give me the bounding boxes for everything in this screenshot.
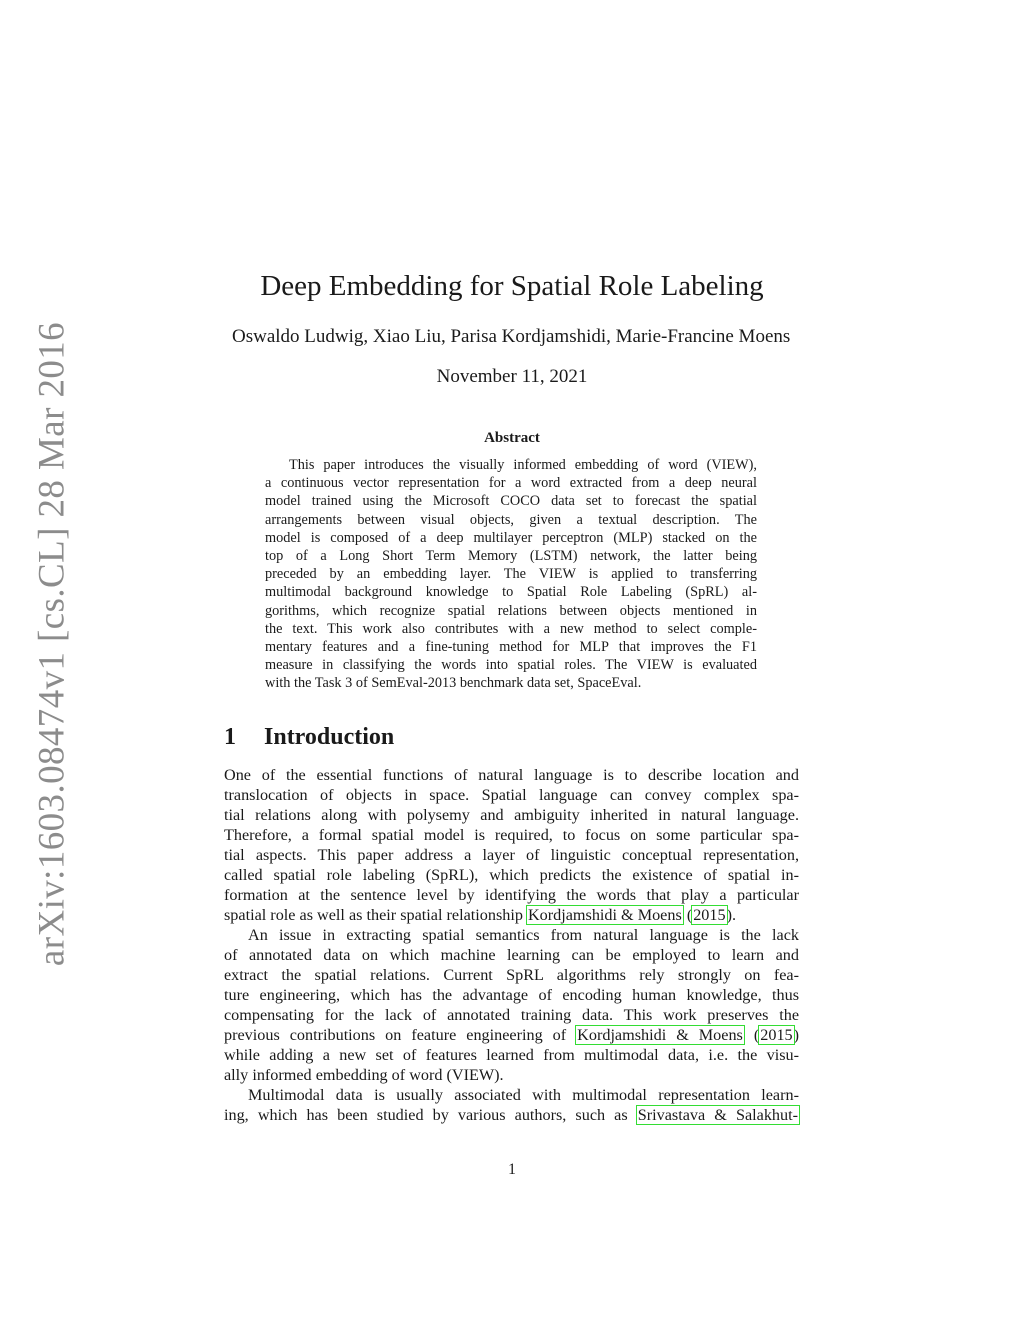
text-span: spatial role as well as their spatial relationship — [224, 906, 527, 924]
page-number: 1 — [508, 1161, 516, 1178]
paragraph-line: while adding a new set of features learned from multimodal data, i.e. the visu- — [224, 1046, 799, 1064]
paragraph-line — [224, 1025, 799, 1045]
paper-date: November 11, 2021 — [436, 366, 588, 387]
citation-link[interactable]: Kordjamshidi & Moens — [527, 906, 682, 924]
text-span: ) — [793, 1026, 800, 1044]
paragraph-line: An issue in extracting spatial semantics from natural language is the lack — [248, 926, 799, 944]
paragraph-line: formation at the sentence level by identifying the words that play a particular — [224, 886, 799, 904]
section-number: 1 — [224, 724, 236, 750]
paragraph-line: One of the essential functions of natural language is to describe location and — [224, 766, 799, 784]
abstract-line: with the Task 3 of SemEval-2013 benchmark data set, SpaceEval. — [265, 675, 642, 692]
citation-link[interactable]: Kordjamshidi & Moens — [577, 1026, 743, 1044]
paragraph-line: Therefore, a formal spatial model is required, to focus on some particular spa- — [224, 826, 799, 844]
section-heading — [224, 722, 394, 752]
introduction-body — [224, 765, 799, 1125]
paragraph-line: tial aspects. This paper address a layer of linguistic conceptual representation, — [224, 846, 799, 864]
abstract-body — [265, 456, 757, 692]
text-span: ing, which has been studied by various authors, such as — [224, 1106, 637, 1124]
abstract-line: model trained using the Microsoft COCO data set to forecast the spatial — [265, 493, 757, 510]
paragraph-line: of annotated data on which machine learning can be employed to learn and — [224, 946, 799, 964]
arxiv-identifier: arXiv:1603.08474v1 [cs.CL] 28 Mar 2016 — [31, 321, 73, 967]
text-span: ( — [682, 906, 693, 924]
citation-year-link[interactable]: 2015 — [760, 1026, 793, 1044]
text-span: ). — [726, 906, 737, 924]
abstract-line: model is composed of a deep multilayer perceptron (MLP) stacked on the — [265, 529, 757, 546]
paragraph-line: extract the spatial relations. Current SpRL algorithms rely strongly on fea- — [224, 966, 799, 984]
paragraph-line: ture engineering, which has the advantage of encoding human knowledge, thus — [224, 986, 799, 1004]
abstract-line: This paper introduces the visually informed embedding of word (VIEW), — [289, 457, 757, 473]
author-list: Oswaldo Ludwig, Xiao Liu, Parisa Kordjamshidi, Marie-Francine Moens — [232, 326, 791, 347]
paragraph-line — [224, 1105, 799, 1125]
citation-year-link[interactable]: 2015 — [693, 906, 726, 924]
paragraph-line: translocation of objects in space. Spatial language can convey complex spa- — [224, 786, 799, 804]
abstract-line: gorithms, which recognize spatial relations between objects mentioned in — [265, 602, 757, 619]
abstract-line: measure in classifying the words into spatial roles. The VIEW is evaluated — [265, 657, 757, 674]
abstract-line: arrangements between visual objects, given a textual description. The — [265, 511, 757, 528]
abstract-line: the text. This work also contributes with a new method to select comple- — [265, 620, 757, 637]
paragraph-line: called spatial role labeling (SpRL), which predicts the existence of spatial in- — [224, 866, 799, 884]
paper-title: Deep Embedding for Spatial Role Labeling — [260, 270, 764, 302]
paragraph-line: Multimodal data is usually associated with multimodal representation learn- — [248, 1086, 799, 1104]
abstract-heading: Abstract — [484, 430, 540, 446]
abstract-line: mentary features and a fine-tuning method for MLP that improves the F1 — [265, 638, 757, 655]
text-span: ( — [743, 1026, 760, 1044]
abstract-line: top of a Long Short Term Memory (LSTM) network, the latter being — [265, 547, 757, 564]
text-span: previous contributions on feature engineering of — [224, 1026, 577, 1044]
abstract-line: preceded by an embedding layer. The VIEW is applied to transferring — [265, 566, 757, 583]
paragraph-line — [224, 905, 799, 925]
abstract-line: a continuous vector representation for a word extracted from a deep neural — [265, 475, 757, 492]
paragraph-line: tial relations along with polysemy and ambiguity inherited in natural language. — [224, 806, 799, 824]
citation-link[interactable]: Srivastava & Salakhut- — [637, 1106, 798, 1124]
abstract-line: multimodal background knowledge to Spatial Role Labeling (SpRL) al- — [265, 584, 757, 601]
paragraph-line: ally informed embedding of word (VIEW). — [224, 1066, 504, 1084]
section-title: Introduction — [264, 724, 395, 750]
paragraph-line: compensating for the lack of annotated training data. This work preserves the — [224, 1006, 799, 1024]
